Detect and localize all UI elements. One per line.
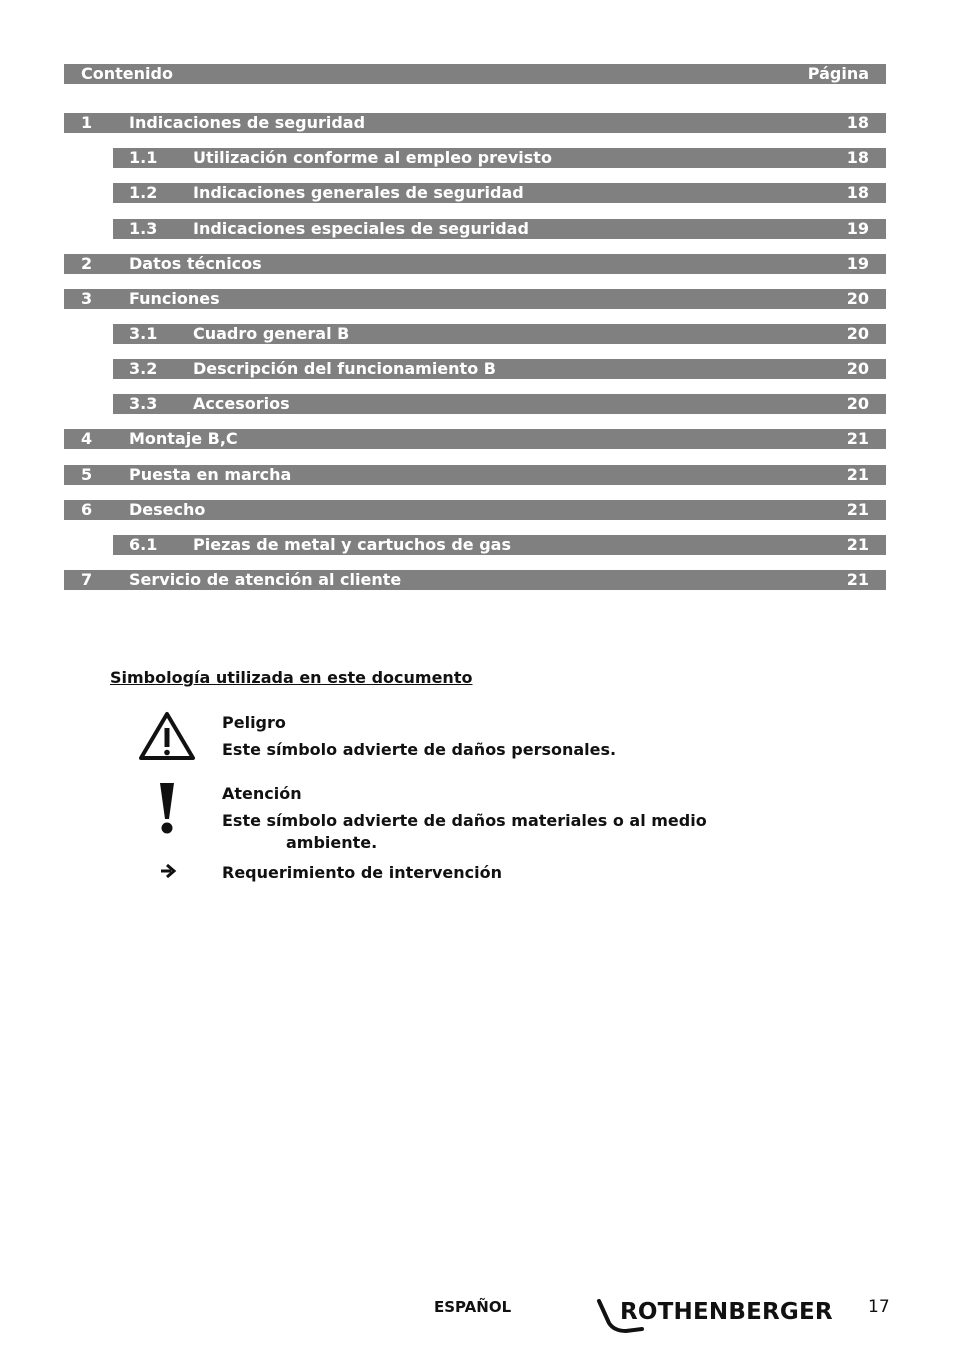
toc-entry-number: 3.1 xyxy=(129,324,158,343)
toc-entry[interactable] xyxy=(64,465,886,485)
toc-entry[interactable] xyxy=(64,113,886,133)
footer-language: ESPAÑOL xyxy=(434,1298,512,1316)
toc-entry-title: Indicaciones de seguridad xyxy=(129,113,366,132)
toc-entry-number: 7 xyxy=(81,570,93,589)
toc-entry-title: Montaje B,C xyxy=(129,429,238,448)
toc-entry[interactable] xyxy=(64,500,886,520)
toc-entry-number: 2 xyxy=(81,254,93,273)
brand-name: ROTHENBERGER xyxy=(620,1299,833,1325)
toc-entry-title: Datos técnicos xyxy=(129,254,262,273)
toc-entry-title: Cuadro general B xyxy=(193,324,350,343)
toc-entry-number: 6 xyxy=(81,500,93,519)
toc-subentry[interactable] xyxy=(113,148,886,168)
warning-triangle-icon xyxy=(138,711,196,761)
toc-header xyxy=(64,64,886,84)
danger-title: Peligro xyxy=(222,713,286,732)
attention-text-continued: ambiente. xyxy=(286,833,378,852)
toc-entry-title: Accesorios xyxy=(193,394,290,413)
toc-entry-title: Indicaciones especiales de seguridad xyxy=(193,219,529,238)
toc-entry-number: 1.3 xyxy=(129,219,158,238)
toc-entry-page: 19 xyxy=(846,219,869,238)
toc-entry-number: 1 xyxy=(81,113,93,132)
toc-subentry[interactable] xyxy=(113,219,886,239)
toc-entry-page: 20 xyxy=(846,359,869,378)
toc-entry-page: 18 xyxy=(846,183,869,202)
toc-entry-title: Desecho xyxy=(129,500,206,519)
symbols-heading: Simbología utilizada en este documento xyxy=(110,668,473,687)
toc-entry-number: 5 xyxy=(81,465,93,484)
toc-entry[interactable] xyxy=(64,289,886,309)
attention-text: Este símbolo advierte de daños materiales o al medio xyxy=(222,811,707,830)
toc-entry-page: 21 xyxy=(846,429,869,448)
page-number: 17 xyxy=(868,1297,890,1317)
toc-subentry[interactable] xyxy=(113,183,886,203)
arrow-right-icon xyxy=(161,864,177,878)
toc-entry[interactable] xyxy=(64,429,886,449)
toc-entry-title: Servicio de atención al cliente xyxy=(129,570,402,589)
attention-title: Atención xyxy=(222,784,302,803)
toc-entry[interactable] xyxy=(64,570,886,590)
toc-entry-number: 3 xyxy=(81,289,93,308)
toc-entry[interactable] xyxy=(64,254,886,274)
toc-entry-title: Puesta en marcha xyxy=(129,465,292,484)
toc-entry-number: 1.2 xyxy=(129,183,158,202)
toc-entry-page: 19 xyxy=(846,254,869,273)
toc-header-page: Página xyxy=(807,64,869,83)
toc-header-contents: Contenido xyxy=(81,64,173,83)
toc-entry-title: Descripción del funcionamiento B xyxy=(193,359,496,378)
toc-subentry[interactable] xyxy=(113,359,886,379)
toc-entry-page: 21 xyxy=(846,570,869,589)
toc-entry-page: 21 xyxy=(846,535,869,554)
toc-entry-number: 6.1 xyxy=(129,535,158,554)
toc-entry-number: 3.2 xyxy=(129,359,158,378)
toc-entry-title: Funciones xyxy=(129,289,220,308)
toc-subentry[interactable] xyxy=(113,324,886,344)
rothenberger-logo xyxy=(596,1293,836,1333)
toc-entry-number: 4 xyxy=(81,429,93,448)
toc-entry-page: 20 xyxy=(846,289,869,308)
toc-entry-page: 21 xyxy=(846,500,869,519)
toc-entry-page: 20 xyxy=(846,394,869,413)
exclamation-icon xyxy=(157,783,177,835)
toc-entry-title: Indicaciones generales de seguridad xyxy=(193,183,524,202)
danger-text: Este símbolo advierte de daños personales. xyxy=(222,740,617,759)
toc-entry-number: 3.3 xyxy=(129,394,158,413)
toc-entry-page: 20 xyxy=(846,324,869,343)
toc-entry-page: 18 xyxy=(846,148,869,167)
toc-entry-number: 1.1 xyxy=(129,148,158,167)
toc-entry-title: Piezas de metal y cartuchos de gas xyxy=(193,535,511,554)
toc-entry-title: Utilización conforme al empleo previsto xyxy=(193,148,552,167)
toc-subentry[interactable] xyxy=(113,394,886,414)
toc-entry-page: 21 xyxy=(846,465,869,484)
action-text: Requerimiento de intervención xyxy=(222,863,503,882)
toc-subentry[interactable] xyxy=(113,535,886,555)
toc-entry-page: 18 xyxy=(846,113,869,132)
